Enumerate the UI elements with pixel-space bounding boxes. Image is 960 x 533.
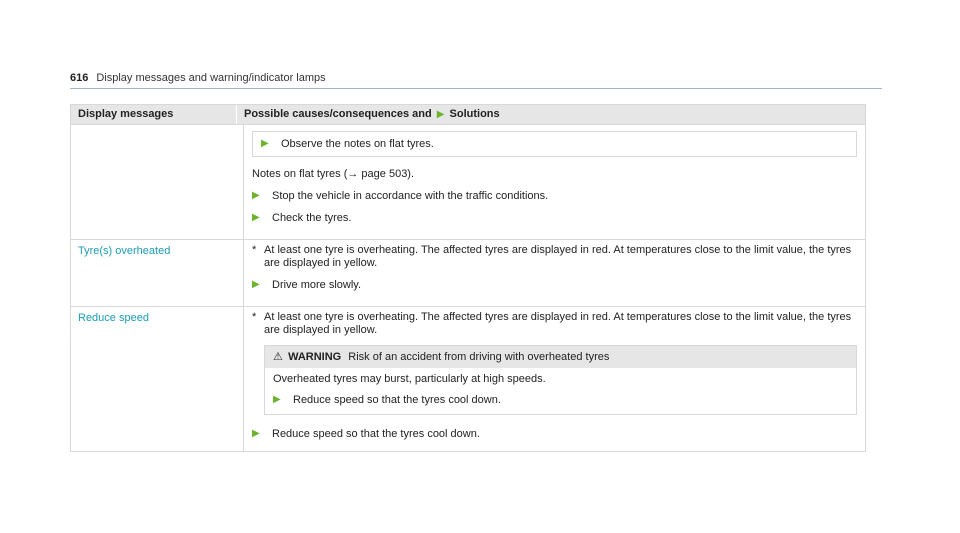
page-number: 616 <box>70 72 89 84</box>
step-item <box>261 137 848 151</box>
solution-cell <box>244 125 865 239</box>
triangle-right-icon: ▶ <box>252 428 260 439</box>
header-causes-label: Possible causes/consequences and <box>244 108 432 120</box>
warning-header <box>265 346 856 368</box>
warning-label: WARNING <box>288 351 342 363</box>
message-cell: Reduce speed <box>71 307 244 451</box>
header-solutions-label: Solutions <box>449 108 500 120</box>
step-text: Drive more slowly. <box>272 279 362 291</box>
asterisk-marker: * <box>252 244 257 256</box>
asterisk-marker: * <box>252 311 257 323</box>
triangle-right-icon: ▶ <box>252 279 260 290</box>
header-causes-solutions <box>237 105 500 124</box>
step-text: Observe the notes on flat tyres. <box>281 138 434 150</box>
header-display-messages: Display messages <box>71 105 237 124</box>
table-row <box>71 306 865 451</box>
message-cell: Tyre(s) overheated <box>71 240 244 306</box>
triangle-right-icon: ▶ <box>252 212 260 223</box>
step-item <box>252 189 857 203</box>
message-cell <box>71 125 244 239</box>
triangle-right-icon: ▶ <box>261 138 269 149</box>
page-header-title: Display messages and warning/indicator lamps <box>96 72 326 84</box>
triangle-right-icon: ▶ <box>273 394 281 405</box>
warning-text: Overheated tyres may burst, particularly at high speeds. <box>273 373 546 385</box>
step-item <box>252 211 857 225</box>
triangle-right-icon: ▶ <box>436 109 445 120</box>
step-text: Stop the vehicle in accordance with the traffic conditions. <box>272 190 549 202</box>
solution-cell <box>244 307 865 451</box>
table-row <box>71 124 865 239</box>
cause-text: At least one tyre is overheating. The affected tyres are displayed in red. At temperatures close to the limit value, the tyres are displayed in yellow. <box>264 311 852 336</box>
display-messages-table <box>70 104 866 452</box>
step-item <box>252 278 857 292</box>
table-header <box>71 105 865 124</box>
warning-title: Risk of an accident from driving with overheated tyres <box>348 351 610 363</box>
table-row <box>71 239 865 306</box>
step-text: Reduce speed so that the tyres cool down. <box>272 428 480 440</box>
warning-box <box>264 345 857 415</box>
cause-text: At least one tyre is overheating. The affected tyres are displayed in red. At temperatures close to the limit value, the tyres are displayed in yellow. <box>264 244 852 269</box>
step-item <box>252 427 857 441</box>
warning-body <box>265 368 856 414</box>
triangle-right-icon: ▶ <box>252 190 260 201</box>
boxed-step <box>252 131 857 157</box>
warning-triangle-icon: ⚠ <box>273 351 283 363</box>
cause-line <box>252 244 857 270</box>
solution-cell <box>244 240 865 306</box>
step-text: Reduce speed so that the tyres cool down. <box>293 394 501 406</box>
step-text: Check the tyres. <box>272 212 352 224</box>
step-item <box>273 393 848 407</box>
flat-tyre-note: Notes on flat tyres (→ page 503). <box>252 168 415 180</box>
page-header <box>70 72 882 89</box>
cause-line <box>252 311 857 337</box>
